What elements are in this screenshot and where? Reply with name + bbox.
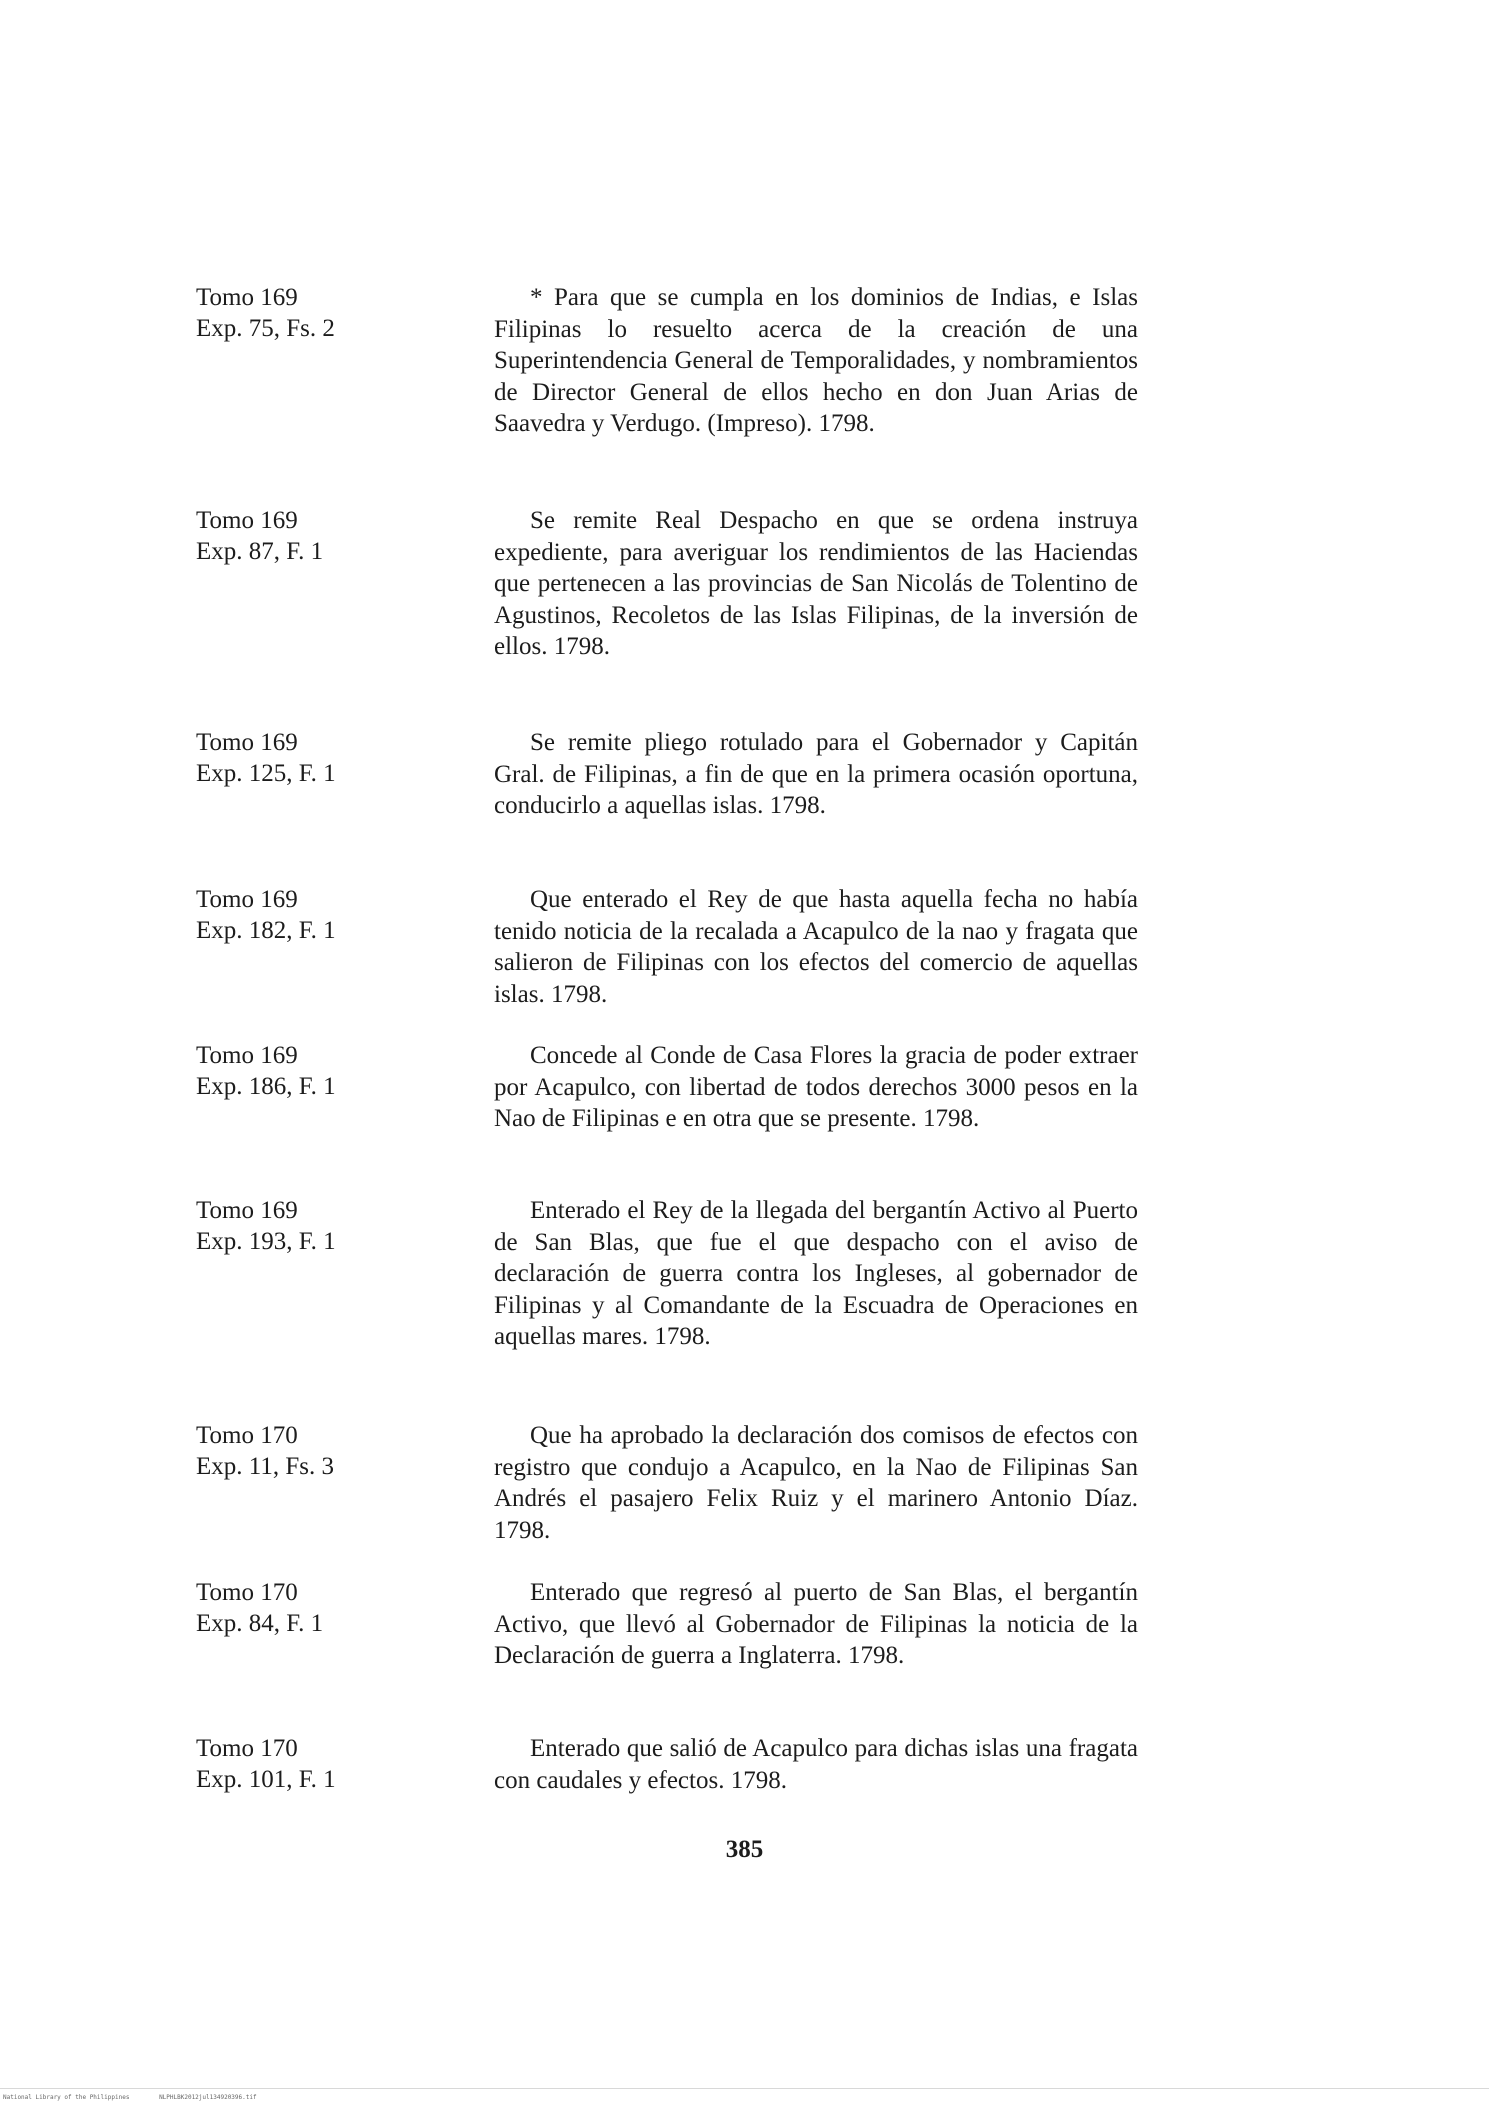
entry-description: Se remite Real Despacho en que se ordena instruya expediente, para averiguar los rendimientos de las Haciendas que pertenecen a las provincias de San Nicolás de Tolentino de Agustinos, Recoletos de las Islas Filipinas, de la inversión de ellos. 1798. bbox=[494, 507, 1138, 660]
tomo-label: Tomo 170 bbox=[196, 1422, 298, 1449]
footer-library: National Library of the Philippines bbox=[3, 2094, 130, 2101]
tomo-label: Tomo 169 bbox=[196, 507, 298, 534]
expediente-label: Exp. 87, F. 1 bbox=[196, 538, 324, 565]
entry-description: * Para que se cumpla en los dominios de Indias, e Islas Filipinas lo resuelto acerca de la creación de una Superintendencia General de Temporalidades, y nombramientos de Director General de ellos hecho en don Juan Arias de Saavedra y Verdugo. (Impreso). 1798. bbox=[494, 284, 1138, 437]
entry-reference bbox=[196, 505, 456, 567]
entry-reference bbox=[196, 1577, 456, 1639]
entry-reference bbox=[196, 1195, 456, 1257]
expediente-label: Exp. 75, Fs. 2 bbox=[196, 315, 335, 342]
page-number: 385 bbox=[725, 1836, 764, 1863]
expediente-label: Exp. 182, F. 1 bbox=[196, 917, 336, 944]
tomo-label: Tomo 170 bbox=[196, 1735, 298, 1762]
tomo-label: Tomo 169 bbox=[196, 1042, 298, 1069]
entry-description: Enterado el Rey de la llegada del bergantín Activo al Puerto de San Blas, que fue el que despacho con el aviso de declaración de guerra contra los Ingleses, al gobernador de Filipinas y al Comandante de la Escuadra de Operaciones en aquellas mares. 1798. bbox=[494, 1197, 1138, 1350]
footer-divider bbox=[0, 2088, 1489, 2089]
tomo-label: Tomo 169 bbox=[196, 1197, 298, 1224]
entry-description: Concede al Conde de Casa Flores la gracia de poder extraer por Acapulco, con libertad de todos derechos 3000 pesos en la Nao de Filipinas e en otra que se presente. 1798. bbox=[494, 1042, 1138, 1132]
entry-reference bbox=[196, 1733, 456, 1795]
entry-reference bbox=[196, 727, 456, 789]
entry-description: Se remite pliego rotulado para el Gobernador y Capitán Gral. de Filipinas, a fin de que en la primera ocasión oportuna, conducirlo a aquellas islas. 1798. bbox=[494, 729, 1138, 819]
entry-reference bbox=[196, 1040, 456, 1102]
entry-reference bbox=[196, 884, 456, 946]
tomo-label: Tomo 170 bbox=[196, 1579, 298, 1606]
entry-reference bbox=[196, 282, 456, 344]
expediente-label: Exp. 125, F. 1 bbox=[196, 760, 336, 787]
tomo-label: Tomo 169 bbox=[196, 284, 298, 311]
expediente-label: Exp. 101, F. 1 bbox=[196, 1766, 336, 1793]
entry-description: Que ha aprobado la declaración dos comisos de efectos con registro que condujo a Acapulco, en la Nao de Filipinas San Andrés el pasajero Felix Ruiz y el marinero Antonio Díaz. 1798. bbox=[494, 1422, 1138, 1544]
scan-footer bbox=[3, 2094, 283, 2101]
entry-description: Enterado que salió de Acapulco para dichas islas una fragata con caudales y efectos. 1798. bbox=[494, 1735, 1138, 1794]
expediente-label: Exp. 186, F. 1 bbox=[196, 1073, 336, 1100]
footer-file: NLPHLBK2012jul134920396.tif bbox=[159, 2094, 257, 2101]
entry-reference bbox=[196, 1420, 456, 1482]
tomo-label: Tomo 169 bbox=[196, 886, 298, 913]
entry-description: Enterado que regresó al puerto de San Blas, el bergantín Activo, que llevó al Gobernador de Filipinas la noticia de la Declaración de guerra a Inglaterra. 1798. bbox=[494, 1579, 1138, 1669]
entry-description: Que enterado el Rey de que hasta aquella fecha no había tenido noticia de la recalada a Acapulco de la nao y fragata que salieron de Filipinas con los efectos del comercio de aquellas islas. 1798. bbox=[494, 886, 1138, 1008]
tomo-label: Tomo 169 bbox=[196, 729, 298, 756]
expediente-label: Exp. 193, F. 1 bbox=[196, 1228, 336, 1255]
expediente-label: Exp. 84, F. 1 bbox=[196, 1610, 324, 1637]
expediente-label: Exp. 11, Fs. 3 bbox=[196, 1453, 334, 1480]
